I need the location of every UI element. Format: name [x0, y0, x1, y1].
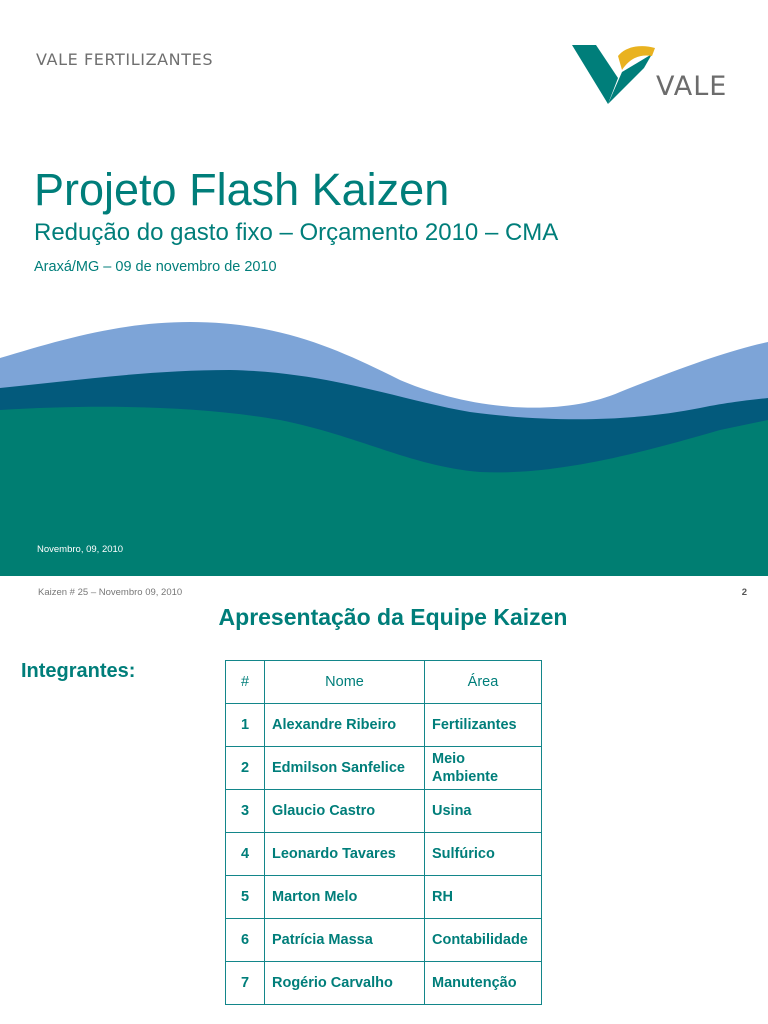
table-row — [226, 747, 542, 790]
member-name: Rogério Carvalho — [265, 962, 425, 1005]
page-number: 2 — [741, 587, 747, 598]
member-name: Patrícia Massa — [265, 919, 425, 962]
presentation-subtitle: Redução do gasto fixo – Orçamento 2010 – CMA — [34, 219, 559, 246]
row-number: 7 — [226, 962, 265, 1005]
member-area: Manutenção — [425, 962, 542, 1005]
member-name: Marton Melo — [265, 876, 425, 919]
place-and-date: Araxá/MG – 09 de novembro de 2010 — [34, 259, 277, 275]
table-header-row — [226, 661, 542, 704]
footer-date: Novembro, 09, 2010 — [37, 544, 124, 555]
table-row — [226, 962, 542, 1005]
company-name: VALE FERTILIZANTES — [36, 50, 214, 69]
slide-heading: Apresentação da Equipe Kaizen — [218, 604, 568, 630]
row-number: 2 — [226, 747, 265, 790]
slide-header: Kaizen # 25 – Novembro 09, 2010 — [38, 587, 183, 598]
member-area: RH — [425, 876, 542, 919]
members-label: Integrantes: — [21, 660, 136, 682]
table-row — [226, 704, 542, 747]
member-name: Glaucio Castro — [265, 790, 425, 833]
table-row — [226, 919, 542, 962]
header-number: # — [226, 661, 265, 704]
table-row — [226, 833, 542, 876]
member-area: Meio Ambiente — [425, 747, 542, 790]
row-number: 3 — [226, 790, 265, 833]
member-area: Sulfúrico — [425, 833, 542, 876]
row-number: 6 — [226, 919, 265, 962]
row-number: 4 — [226, 833, 265, 876]
member-name: Leonardo Tavares — [265, 833, 425, 876]
row-number: 1 — [226, 704, 265, 747]
member-area: Usina — [425, 790, 542, 833]
logo-wordmark: VALE — [656, 71, 728, 102]
member-name: Edmilson Sanfelice — [265, 747, 425, 790]
table-row — [226, 790, 542, 833]
header-name: Nome — [265, 661, 425, 704]
presentation-title: Projeto Flash Kaizen — [34, 164, 450, 215]
member-area: Contabilidade — [425, 919, 542, 962]
member-area: Fertilizantes — [425, 704, 542, 747]
vale-v-logo-icon — [572, 42, 656, 108]
team-table — [225, 660, 542, 1005]
vale-logo — [572, 42, 737, 108]
row-number: 5 — [226, 876, 265, 919]
header-area: Área — [425, 661, 542, 704]
wave-graphic — [0, 310, 768, 576]
team-slide — [0, 576, 768, 1024]
table-row — [226, 876, 542, 919]
member-name: Alexandre Ribeiro — [265, 704, 425, 747]
